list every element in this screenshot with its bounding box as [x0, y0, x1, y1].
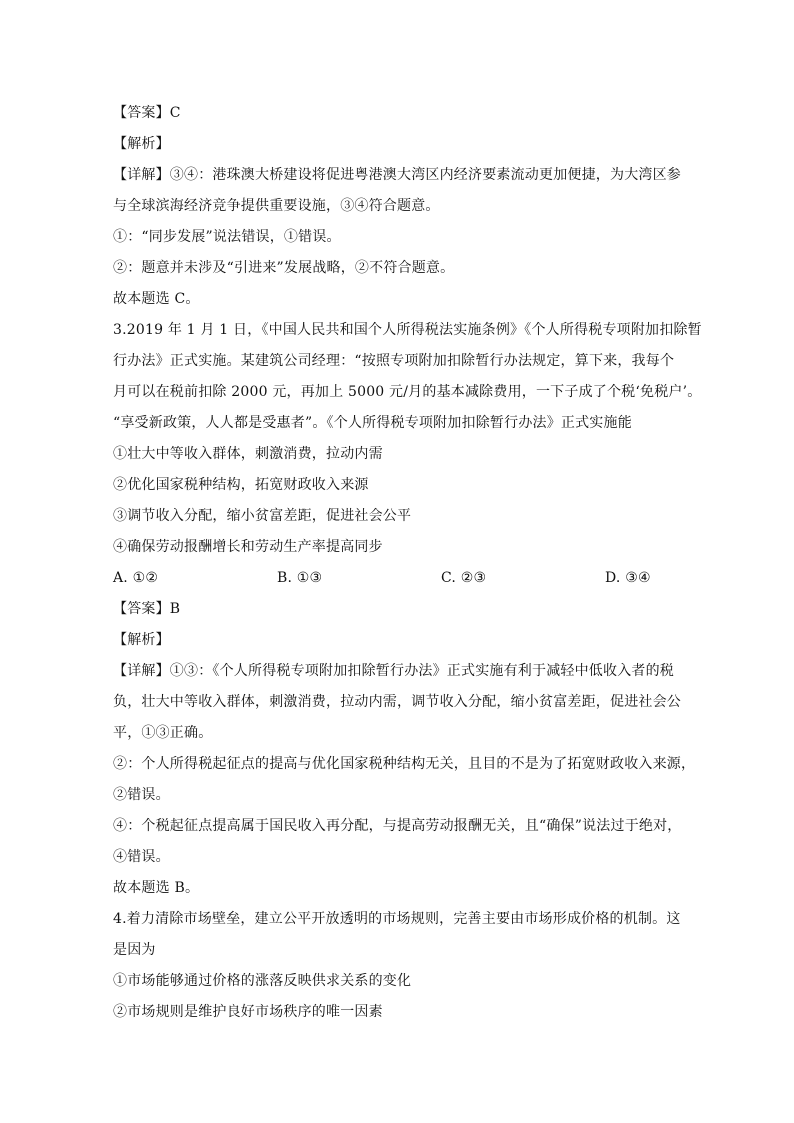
explanation-line: 【详解】③④：港珠澳大桥建设将促进粤港澳大湾区内经济要素流动更加便捷，为大湾区参 [113, 167, 681, 183]
explanation-line: ②：题意并未涉及“引进来”发展战略，②不符合题意。 [113, 260, 455, 276]
explanation-line: ②错误。 [113, 787, 170, 803]
explanation-line: ④错误。 [113, 849, 170, 865]
question-3-statement: ①壮大中等收入群体，刺激消费，拉动内需 [113, 446, 383, 462]
explanation-line: 【详解】①③：《个人所得税专项附加扣除暂行办法》正式实施有利于减轻中低收入者的税 [113, 663, 674, 679]
conclusion-line: 故本题选 B。 [113, 880, 200, 896]
explanation-line: ②：个人所得税起征点的提高与优化国家税种结构无关，且目的不是为了拓宽财政收入来源， [113, 756, 696, 772]
explanation-line: ①：“同步发展”说法错误，①错误。 [113, 229, 341, 245]
document-page [113, 98, 702, 1028]
option-b: B. ①③ [277, 570, 323, 586]
question-4-stem: 是因为 [113, 942, 156, 958]
question-3-stem: 行办法》正式实施。某建筑公司经理：“按照专项附加扣除暂行办法规定，算下来，我每个 [113, 353, 675, 369]
question-3-options [113, 563, 683, 594]
question-4-stem: 4.着力清除市场壁垒，建立公平开放透明的市场规则，完善主要由市场形成价格的机制。这 [113, 911, 681, 927]
question-3-statement: ③调节收入分配，缩小贫富差距，促进社会公平 [113, 508, 412, 524]
question-3-stem: 3.2019 年 1 月 1 日，《中国人民共和国个人所得税法实施条例》《个人所得税专项附加扣除暂 [113, 322, 702, 338]
explanation-line: ④：个税起征点提高属于国民收入再分配，与提高劳动报酬无关，且“确保”说法过于绝对， [113, 818, 682, 834]
question-3-statement: ②优化国家税种结构，拓宽财政收入来源 [113, 477, 369, 493]
analysis-label-q2: 【解析】 [113, 136, 170, 152]
conclusion-line: 故本题选 C。 [113, 291, 200, 307]
explanation-line: 与全球滨海经济竞争提供重要设施，③④符合题意。 [113, 198, 440, 214]
question-4-statement: ②市场规则是维护良好市场秩序的唯一因素 [113, 1004, 383, 1020]
explanation-line: 负，壮大中等收入群体，刺激消费，拉动内需，调节收入分配，缩小贫富差距，促进社会公 [113, 694, 681, 710]
analysis-label-q3: 【解析】 [113, 632, 170, 648]
question-3-stem: 月可以在税前扣除 2000 元，再加上 5000 元/月的基本减除费用，一下子成了个税‘免税户’。 [113, 384, 702, 400]
answer-label-q2: 【答案】C [113, 105, 181, 121]
question-3-stem: “享受新政策，人人都是受惠者”。《个人所得税专项附加扣除暂行办法》正式实施能 [113, 415, 632, 431]
option-c: C. ②③ [441, 570, 487, 586]
option-a: A. ①② [113, 570, 159, 586]
explanation-line: 平，①③正确。 [113, 725, 213, 741]
answer-label-q3: 【答案】B [113, 601, 181, 617]
question-4-statement: ①市场能够通过价格的涨落反映供求关系的变化 [113, 973, 412, 989]
question-3-statement: ④确保劳动报酬增长和劳动生产率提高同步 [113, 539, 383, 555]
option-d: D. ③④ [605, 570, 651, 586]
